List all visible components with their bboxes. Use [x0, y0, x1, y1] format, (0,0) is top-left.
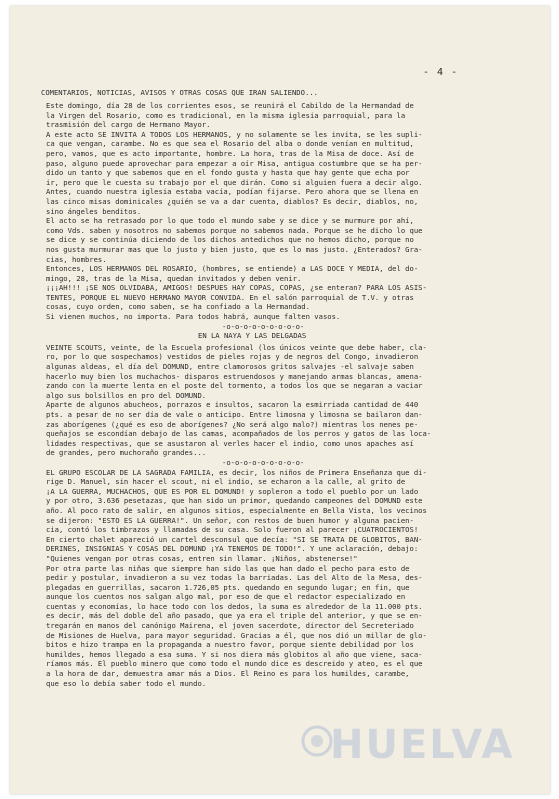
- text-line: tregarán en manos del canónigo Mairena, el joven sacerdote, director del Secreteriado: [46, 621, 414, 631]
- section-grupo-escolar: [46, 468, 546, 689]
- text-line: El acto se ha retrasado por lo que todo el mundo sabe y se dice y se murmure por ahí,: [46, 216, 414, 226]
- text-line: ca que vengan, carambe. No es que sea el Rosario del alba o donde venían en multitud,: [46, 139, 414, 149]
- text-line: hacerlo muy bien los muchachos- disparos estruendosos y manejando armas blancas, amena-: [46, 371, 423, 381]
- text-line: es decir, más del doble del año pasado, que ya era el triple del anterior, y que se en-: [46, 611, 423, 621]
- text-line: que eso lo debía saber todo el mundo.: [46, 678, 207, 688]
- text-line: Aparte de algunos abucheos, porrazos e insultos, sacaron la esmirriada cantidad de 440: [46, 400, 419, 410]
- text-line: A este acto SE INVITA A TODOS LOS HERMANOS, y no solamente se les invita, se les supli-: [46, 129, 423, 139]
- text-line: Este domingo, día 28 de los corrientes esos, se reunirá el Cabildo de la Hermandad de: [46, 101, 414, 110]
- text-line: pedir y postular, invadieron a su vez todas la barriadas. Las del Alto de la Mesa, des-: [46, 573, 423, 583]
- text-line: las cinco misas dominicales ¿quién se va a dar cuenta, diablos? Es decir, diablos, no,: [46, 196, 419, 206]
- text-line: pero, vamos, que es acto importante, hombre. La hora, tras de la Misa de doce. Así de: [46, 148, 414, 158]
- text-line: de Misiones de Huelva, para mayor seguridad. Gracias a él, que nos dió un millar de glo-: [46, 630, 427, 640]
- text-line: año. Al poco rato de salir, en algunos sitios, especialmente en Bella Vista, los vecinos: [46, 505, 427, 515]
- text-line: Entonces, LOS HERMANOS DEL ROSARIO, (hombres, se entiende) a LAS DOCE Y MEDIA, del do-: [46, 264, 419, 274]
- text-line: queñajos se escondían debajo de las camas, acompañados de los perros y gatos de las loca-: [46, 429, 432, 439]
- text-line: cuentas y economías, lo hace todo con los dedos, la suma es alrededor de la 11.000 pts.: [46, 601, 423, 611]
- text-line: plegadas en guerrillas, sacaron 1.726,05 pts. quedando en segundo lugar; en fin, que: [46, 582, 410, 592]
- text-line: cosas, cuyo orden, como saben, se ha confiado a la Hermandad.: [46, 302, 310, 312]
- text-line: aunque los cuentos nos salgan algo mal, por eso de que el redactor especializado en: [46, 592, 406, 602]
- text-line: ro, por lo que sospechamos) vestidos de pieles rojas y de negros del Congo, invadieron: [46, 352, 419, 362]
- heading: COMENTARIOS, NOTICIAS, AVISOS Y OTRAS COSAS QUE IRAN SALIENDO...: [41, 88, 318, 97]
- text-line: ríamos más. El pueblo minero que como todo el mundo dice es descreido y ateo, es el que: [46, 659, 423, 669]
- text-line: como Vds. saben y nosotros no sabemos porque no sabemos nada. Porque se he dicho lo que: [46, 225, 423, 235]
- text-line: humildes, hemos llegado a esa suma. Y si nos diera más globitos al año que viene, saca-: [46, 649, 423, 659]
- text-line: se dice y se continúa diciendo de los dichos antedichos que no hemos dicho, porque no: [46, 235, 414, 245]
- text-line: VEINTE SCOUTS, veinte, de la Escuela profesional (los únicos veinte que debe haber, cla-: [46, 342, 427, 352]
- text-line: a la hora de dar, demuestra amar más a Dios. El Reino es para los humildes, carambe,: [46, 669, 410, 679]
- text-line: paso, alguno puede aprovechar para empezar a oír Misa, antigua costumbre que se ha per-: [46, 158, 423, 168]
- text-line: de grandes, pero muchoraño grandes...: [46, 448, 207, 458]
- text-line: Antes, cuando nuestra iglesia estaba vacía, podían fijarse. Pero ahora que se llena en: [46, 187, 419, 197]
- document-body: [46, 101, 546, 688]
- text-line: lidades respectivas, que se asustaron al verles hacer el indio, como unos apaches así: [46, 438, 414, 448]
- text-line: la Virgen del Rosario, como es tradicional, en la misma iglesia parroquial, para la: [46, 110, 406, 120]
- text-line: sino ángeles benditos.: [46, 206, 142, 216]
- text-line: Por otra parte las niñas que siempre han sido las que han dado el pecho para esto de: [46, 563, 410, 573]
- text-line: rige D. Manuel, sin hacer el scout, ni el indio, se echaron a la calle, al grito de: [46, 477, 406, 487]
- text-line: zando con la muerte lenta en el poste del tormento, a todos los que se negaran a vaciar: [46, 381, 423, 391]
- text-line: cias, hombres.: [46, 254, 107, 264]
- separator: -o-o-o-o-o-o-o-o-o-: [222, 457, 305, 467]
- text-line: algo sus bolsillos en pro del DOMUND.: [46, 390, 207, 400]
- text-line: ¡¡¡AH!!! ¡SE NOS OLVIDABA, AMIGOS! DESPUES HAY COPAS, COPAS, ¿se enteran? PARA LOS ASIS-: [46, 283, 427, 293]
- text-line: EL GRUPO ESCOLAR DE LA SAGRADA FAMILIA, es decir, los niños de Primera Enseñanza que di-: [46, 467, 427, 477]
- text-line: zas aborígenes (¿qué es eso de aborígenes? ¿No será algo malo?) mientras los nenes pe-: [46, 419, 419, 429]
- text-line: "Quienes vengan por otras cosas, entren sin llamar. ¡Niños, abstenerse!": [46, 553, 358, 563]
- text-line: nos gusta murmurar mas que lo justo y bien justo, que es lo mas justo. ¿Enterados? Gra-: [46, 244, 423, 254]
- text-line: dido un tanto y que sabemos que en el fondo gusta y hasta que hay gente que echa por: [46, 168, 410, 178]
- text-line: bitos e hizo trampa en la propaganda a nuestro favor, porque siente debilidad por los: [46, 640, 414, 650]
- text-line: algunas aldeas, el día del DOMUND, entre clamorosos gritos salvajes -el salvaje saben: [46, 362, 414, 372]
- text-line: ir, pero que le cuesta su trabajo por el que dirán. Como si alguien fuera a decir algo.: [46, 177, 423, 187]
- text-line: En cierto chalet apareció un cartel desconsul que decía: "SI SE TRATA DE GLOBITOS, BAN-: [46, 534, 423, 544]
- text-line: cia, contó los timbrazos y llamadas de su casa. Solo fueron al parecer ¡CUATROCIENTOS!: [46, 525, 419, 535]
- text-line: y por otro, 3.636 pesetazas, que han sido un primor, quedando campeones del DOMUND este: [46, 496, 423, 506]
- text-line: mingo, 28, tras de la Misa, quedan invitados y deben venir.: [46, 273, 302, 283]
- section-rosario: [46, 101, 546, 322]
- text-line: pts. a pesar de no ser día de vale o anticipo. Entre limosna y limosna se bailaron dan-: [46, 410, 423, 419]
- text-line: Si vienen muchos, no importa. Para todos habrá, aunque falten vasos.: [46, 312, 341, 322]
- text-line: TENTES, PORQUE EL NUEVO HERMANO MAYOR CONVIDA. En el salón parroquial de T.V. y otras: [46, 292, 414, 302]
- text-line: se dijeron: "ESTO ES LA GUERRA!". Un señor, con restos de buen humor y alguna pacien-: [46, 515, 414, 525]
- text-line: DERINES, INSIGNIAS Y COSAS DEL DOMUND ¡YA TENEMOS DE TODO!". Y une aclaración, debajo:: [46, 544, 419, 554]
- page-number: - 4 -: [423, 67, 459, 78]
- section-scouts: [46, 343, 546, 458]
- text-line: trasmisión del cargo de Hermano Mayor.: [46, 120, 211, 130]
- separator: -o-o-o-o-o-o-o-o-o-: [222, 321, 305, 331]
- archive-watermark: HUELVA: [330, 722, 515, 768]
- section-title-naya: EN LA NAYA Y LAS DELGADAS: [198, 331, 307, 341]
- text-line: ¡A LA GUERRA, MUCHACHOS, QUE ES POR EL DOMUND! y sopleron a todo el pueblo por un lado: [46, 486, 419, 496]
- archive-logo-icon: [300, 724, 334, 758]
